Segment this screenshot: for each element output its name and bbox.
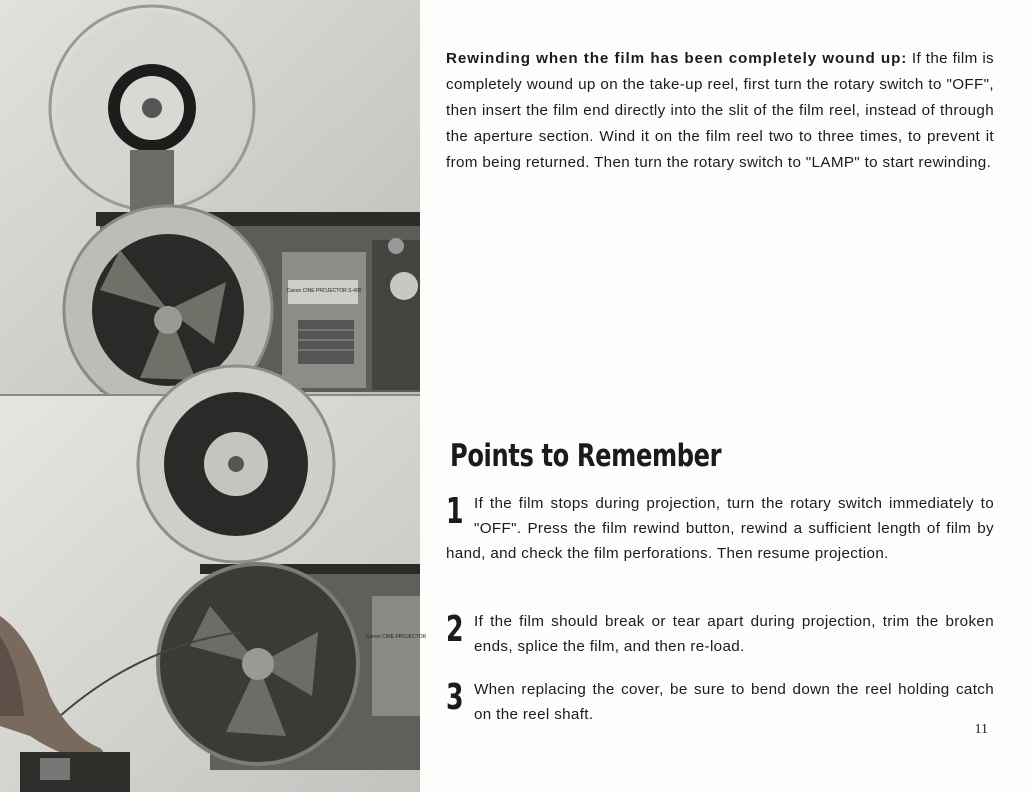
photo-column (0, 0, 427, 792)
projector-photo-top (0, 0, 420, 396)
page-number: 11 (974, 722, 988, 737)
rewind-body: If the film is completely wound up on the take-up reel, first turn the rotary switch to "OFF", then insert the film end directly into the slit of the film reel, instead of through the aperture section. Wind it on the film reel two to three times, to prevent it from being returned. Then turn the rotary switch to "LAMP" to start rewinding. (446, 50, 994, 171)
point-number: 2 (446, 609, 464, 650)
projector-label-top: Canon CINE PROJECTOR S-400 (286, 288, 362, 294)
text-column (446, 0, 994, 792)
point-item (446, 677, 994, 727)
point-number: 3 (446, 677, 464, 718)
point-item (446, 491, 994, 566)
projector-photo-bottom (0, 396, 427, 792)
point-text: When replacing the cover, be sure to bend down the reel holding catch on the reel shaft. (474, 681, 994, 723)
point-number: 1 (446, 491, 464, 532)
point-text: If the film should break or tear apart during projection, trim the broken ends, splice the film, and then re-load. (474, 613, 994, 655)
point-item (446, 609, 994, 659)
section-title: Points to Remember (450, 438, 722, 474)
point-text: If the film stops during projection, turn the rotary switch immediately to "OFF". Press the film rewind button, rewind a sufficient length of film by hand, and check the film perforations. Then resume projection. (446, 495, 994, 562)
projector-label-bottom: Canon CINE PROJECTOR (365, 634, 427, 640)
rewind-instructions (446, 46, 994, 176)
rewind-heading: Rewinding when the film has been completely wound up: (446, 50, 908, 67)
